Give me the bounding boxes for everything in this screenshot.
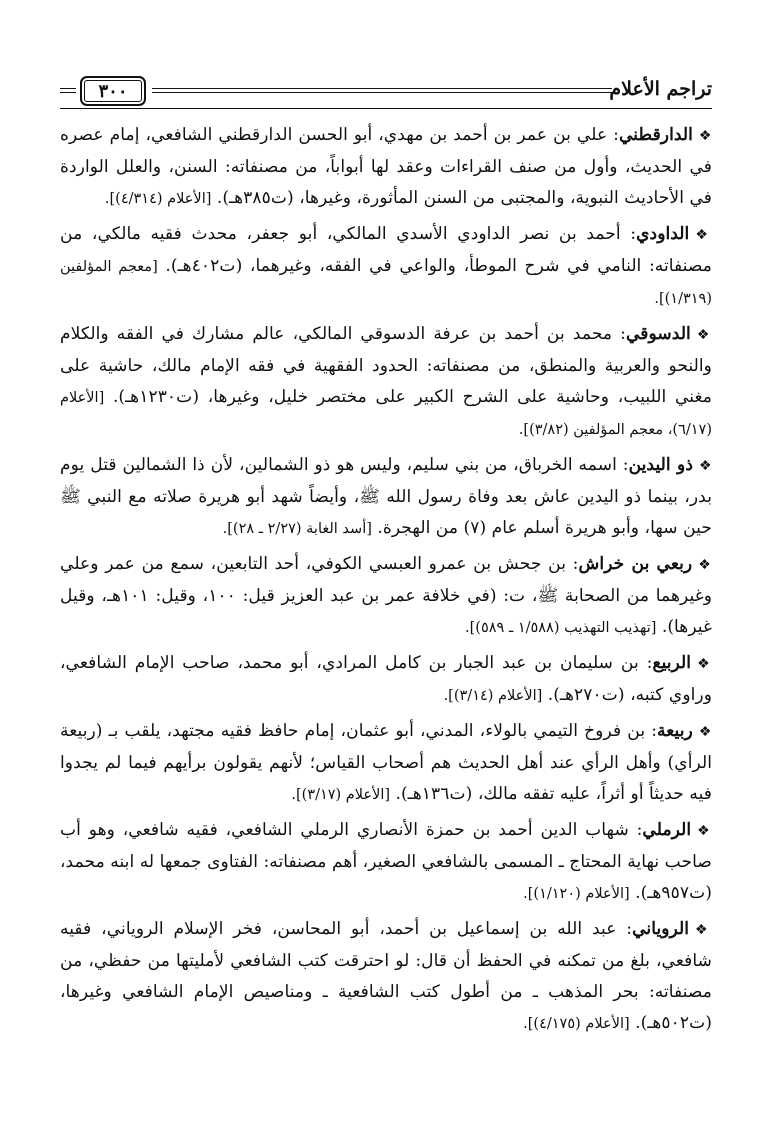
diamond-bullet-icon: ❖ xyxy=(698,724,712,740)
entry-reference: [تهذيب التهذيب (١/٥٨٨ ـ ٥٨٩)]. xyxy=(465,620,657,636)
entry-text: : بن سليمان بن عبد الجبار بن كامل المرادي، أبو محمد، صاحب الإمام الشافعي، وراوي كتبه، (ت٢٧٠هـ). xyxy=(60,653,712,705)
biography-entry xyxy=(60,120,712,215)
diamond-bullet-icon: ❖ xyxy=(696,327,712,343)
entry-text: : اسمه الخرباق، من بني سليم، وليس هو ذو الشمالين، لأن ذا الشمالين قتل يوم بدر، بينما ذو اليدين عاش بعد وفاة رسول الله ﷺ، وأيضاً شهد أبو هريرة صلاته مع النبي ﷺ حين سها، وأبو هريرة أسلم عام (٧) من الهجرة. xyxy=(60,455,712,538)
biography-entry xyxy=(60,716,712,811)
diamond-bullet-icon: ❖ xyxy=(695,922,712,938)
entry-reference: [الأعلام (٣/١٤)]. xyxy=(443,688,543,704)
biography-entry xyxy=(60,450,712,545)
diamond-bullet-icon: ❖ xyxy=(698,128,712,144)
entry-reference: [أسد الغابة (٢/٢٧ ـ ٢٨)]. xyxy=(222,521,372,537)
header-rule xyxy=(152,92,612,93)
entry-text: : محمد بن أحمد بن عرفة الدسوقي المالكي، عالم مشارك في الفقه والكلام والنحو والعربية والمنطق، من مصنفاته: الحدود الفقهية في فقه الإمام مالك، حاشية على مغني اللبيب، وحاشية على الشرح الكبير على مختصر خليل، وغيرها، (ت١٢٣٠هـ). xyxy=(60,324,712,407)
entry-text: : بن فروخ التيمي بالولاء، المدني، أبو عثمان، إمام حافظ فقيه مجتهد، يلقب بـ (ربيعة الرأي) وأهل الرأي عند أهل الحديث هم أصحاب القياس؛ لأنهم يقولون برأيهم فيما لم يجدوا فيه حديثاً أو أثراً، عليه تفقه مالك، (ت١٣٦هـ). xyxy=(60,721,712,804)
entry-name: الرملي xyxy=(642,820,692,840)
entry-text: : شهاب الدين أحمد بن حمزة الأنصاري الرملي الشافعي، فقيه شافعي، وهو أب صاحب نهاية المحتاج ـ المسمى بالشافعي الصغير، أهم مصنفاته: الفتاوى جمعها له ابنه محمد، (ت٩٥٧هـ). xyxy=(60,820,712,903)
biography-entry xyxy=(60,815,712,910)
biography-entry xyxy=(60,549,712,644)
diamond-bullet-icon: ❖ xyxy=(698,557,712,573)
page-number: ٣٠٠ xyxy=(80,76,146,106)
entry-reference: [الأعلام (٤/١٧٥)]. xyxy=(523,1016,630,1032)
entry-name: الداودي xyxy=(636,224,690,244)
header-rule xyxy=(60,88,76,89)
entry-name: الروياني xyxy=(632,919,690,939)
entry-reference: [الأعلام (١/١٢٠)]. xyxy=(523,886,630,902)
header-rule xyxy=(60,92,76,93)
diamond-bullet-icon: ❖ xyxy=(697,656,712,672)
biography-entry xyxy=(60,648,712,712)
running-title: تراجم الأعلام xyxy=(609,78,712,100)
entry-reference: [الأعلام (٦/١٧)، معجم المؤلفين (٣/٨٢)]. xyxy=(60,390,712,438)
diamond-bullet-icon: ❖ xyxy=(699,458,712,474)
entry-name: ربعي بن خراش xyxy=(578,554,693,574)
biography-list xyxy=(60,120,712,1044)
header-rule xyxy=(152,88,612,89)
entry-name: الدسوقي xyxy=(625,324,691,344)
diamond-bullet-icon: ❖ xyxy=(695,227,713,243)
entry-text: : علي بن عمر بن أحمد بن مهدي، أبو الحسن الدارقطني الشافعي، إمام عصره في الحديث، وأول من صنف القراءات وعقد لها أبواباً، من مصنفاته: السنن، والعلل الواردة في الأحاديث النبوية، والمجتبى من السنن المأثورة، وغيرها، (ت٣٨٥هـ). xyxy=(60,125,712,208)
entry-name: الدارقطني xyxy=(618,125,693,145)
diamond-bullet-icon: ❖ xyxy=(697,823,712,839)
entry-reference: [معجم المؤلفين (١/٣١٩)]. xyxy=(60,259,712,307)
entry-text: : عبد الله بن إسماعيل بن أحمد، أبو المحاسن، فخر الإسلام الروياني، فقيه شافعي، بلغ من تمكنه في الحفظ أن قال: لو احترقت كتب الشافعي لأمليتها من حفظي، من مصنفاته: بحر المذهب ـ من أطول كتب الشافعية ـ ومناصيص الإمام الشافعي وغيرها، (ت٥٠٢هـ). xyxy=(60,919,712,1033)
entry-name: ذو اليدين xyxy=(628,455,694,475)
entry-name: ربيعة xyxy=(657,721,693,741)
entry-name: الربيع xyxy=(652,653,692,673)
header-divider xyxy=(60,108,712,109)
entry-reference: [الأعلام (٤/٣١٤)]. xyxy=(104,191,212,207)
running-header xyxy=(60,76,712,108)
entry-reference: [الأعلام (٣/١٧)]. xyxy=(291,787,391,803)
biography-entry xyxy=(60,219,712,315)
biography-entry xyxy=(60,914,712,1040)
entry-text: : أحمد بن نصر الداودي الأسدي المالكي، أبو جعفر، محدث فقيه مالكي، من مصنفاته: النامي في شرح الموطأ، والواعي في الفقه، وغيرهما، (ت٤٠٢هـ). xyxy=(60,224,713,276)
entry-text: : بن جحش بن عمرو العبسي الكوفي، أحد التابعين، سمع من عمر وعلي وغيرهما من الصحابة ﷺ، ت: (في خلافة عمر بن عبد العزيز قيل: ١٠٠، وقيل: ١٠١هـ، وقيل غيرها). xyxy=(60,554,712,637)
biography-entry xyxy=(60,319,712,446)
